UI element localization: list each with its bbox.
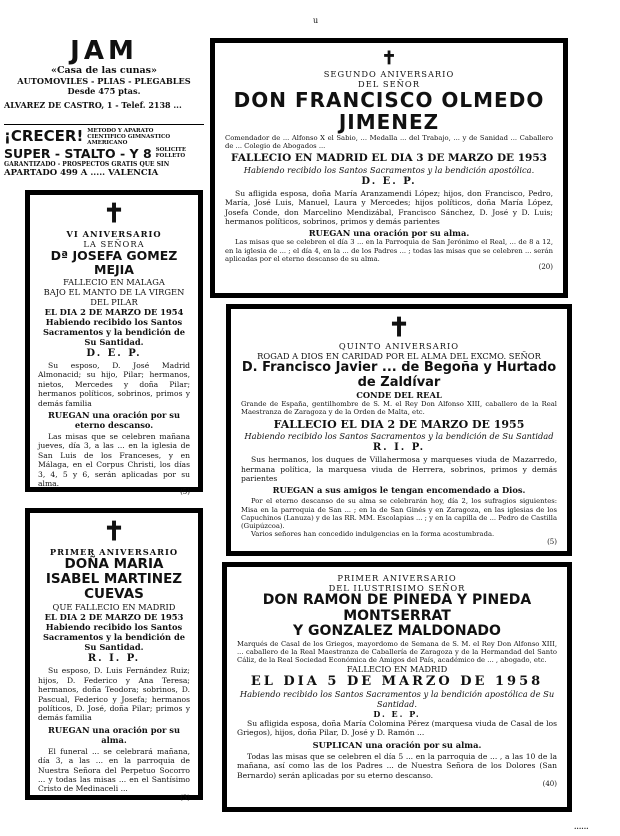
- sacraments: Habiendo recibido los Santos Sacramentos y la bendición de Su Santidad.: [42, 622, 186, 653]
- deceased-name-2: Y GONZALEZ MALDONADO: [293, 623, 501, 640]
- crecer-side-text-2: SOLICITE FOLLETO: [155, 146, 187, 159]
- sacraments: Habiendo recibido los Santos Sacramentos y la bendición de Su Santidad.: [42, 317, 186, 347]
- death-place-2: BAJO EL MANTO DE LA VIRGEN DEL PILAR: [43, 287, 185, 307]
- jam-logo: JAM: [70, 36, 138, 66]
- death-place: FALLECIO EN MADRID: [346, 664, 448, 675]
- family-list: Sus hermanos, los duques de Villahermosa y marqueses viuda de Mazarredo, hermana política, la marquesa viuda de Herrera, sobrinos, primos y demás parientes: [241, 455, 557, 483]
- rip-label: D. E. P.: [373, 709, 421, 720]
- rip-label: D. E. P.: [361, 175, 417, 187]
- indulgence-note: Varios señores han concedido indulgencias en la forma acostumbrada.: [251, 530, 495, 539]
- death-date: FALLECIO EN MADRID EL DIA 3 DE MARZO DE 1953: [231, 151, 547, 164]
- crecer-headline: ¡CRECER!: [4, 127, 84, 145]
- deceased-name: DOÑA MARIA ISABEL MARTINEZ CUEVAS: [45, 556, 183, 603]
- notice-gomez: [25, 190, 203, 497]
- ruegan-line: RUEGAN una oración por su alma.: [308, 228, 470, 239]
- ruegan-line: RUEGAN a sus amigos le tengan encomendado a Dios.: [272, 485, 526, 496]
- titles: Grande de España, gentilhombre de S. M. el Rey Don Alfonso XIII, caballero de la Real Maestranza de Zaragoza y de la Orden de Malta, etc.: [241, 400, 557, 417]
- sacraments: Habiendo recibido los Santos Sacramentos y la bendición apostólica de Su Santidad.: [239, 689, 555, 710]
- death-place: QUE FALLECIO EN MADRID: [52, 602, 176, 613]
- notice-olmedo: [210, 38, 568, 298]
- titles: Comendador de ... Alfonso X el Sabio, ... Medalla ... del Trabajo, ... y de Sanidad ... Caballero de ... Colegio de Abogados ...: [225, 133, 553, 150]
- crecer-side-text: METODO Y APARATO CIENTIFICO GIMNASTICO AMERICANO: [87, 128, 171, 147]
- death-date: EL DIA 5 DE MARZO DE 1958: [250, 674, 544, 690]
- jam-tagline: «Casa de las cunas»: [51, 65, 157, 76]
- rip-label: R. I. P.: [87, 653, 141, 665]
- family-list: Su afligida esposa, doña María Colomina Pérez (marquesa viuda de Casal de los Griegos), hijos, doña Pilar, D. José y D. Ramón ...: [237, 719, 557, 738]
- preface-label: DEL SEÑOR: [358, 79, 420, 89]
- anniversary-label: PRIMER ANIVERSARIO: [337, 573, 457, 583]
- ruegan-line: RUEGAN una oración por su alma.: [47, 724, 181, 745]
- cross-icon: ✝: [388, 313, 410, 343]
- death-place: FALLECIO EN MALAGA: [63, 277, 165, 287]
- jam-address: ALVAREZ DE CASTRO, 1 - Telef. 2138 ...: [4, 100, 182, 110]
- notice-code: (3): [180, 793, 190, 802]
- notice-pineda: [222, 562, 572, 812]
- anniversary-label: VI ANIVERSARIO: [66, 229, 162, 239]
- death-date: FALLECIO EL DIA 2 DE MARZO DE 1955: [273, 418, 525, 432]
- family-list: Su afligida esposa, doña María Aranzamendi López; hijos, don Francisco, Pedro, María, José Luis, Manuel, Laura y Mercedes; hijos políticos, doña María López, Josefa Conde, don Marcelino Mendizábal, Francisco Sánchez, D. José y D. Luis; hermanos políticos, sobrinos, primos y demás parientes: [225, 188, 553, 226]
- jam-products: AUTOMOVILES - PLIAS - PLEGABLES: [17, 76, 191, 86]
- crecer-address: APARTADO 499 A ..... VALENCIA: [4, 167, 159, 178]
- preface-label: DEL ILUSTRISIMO SEÑOR: [328, 583, 466, 593]
- anniversary-label: PRIMER ANIVERSARIO: [49, 547, 179, 557]
- notice-code: (5): [180, 488, 190, 497]
- anniversary-label: SEGUNDO ANIVERSARIO: [323, 69, 455, 79]
- cross-icon: ✝: [103, 517, 125, 547]
- death-date: EL DIA 2 DE MARZO DE 1953: [44, 612, 184, 623]
- masses-text: Por el eterno descanso de su alma se celebrarán hoy, día 2, los sufragios siguientes: Misa en la parroquia de San ... ; en la de San Ginés y en Zaragoza, en las iglesias de los Capuchinos (Lanuza) y de las RR. MM. Escolapias ... ; y en la capilla de ... Pedro de Castilla (Guipúzcoa).: [241, 497, 557, 530]
- titles: Marqués de Casal de los Griegos, mayordomo de Semana de S. M. el Rey Don Alfonso XIII, ... caballero de la Real Maestranza de Caballería de Zaragoza y de la Hermandad del Santo Cáliz, de la Real Sociedad Económica de Amigos del País, académico de ... , abogado, etc.: [237, 640, 557, 665]
- notice-code: (40): [542, 780, 557, 789]
- sacraments: Habiendo recibido los Santos Sacramentos y la bendición de Su Santidad: [244, 431, 554, 442]
- masses-text: Todas las misas que se celebren el día 5 ... en la parroquia de ... , a las 10 de la mañana, así como las de los Padres ... de Nuestra Señora de los Dolores (San Bernardo) serán aplicadas por su eterno descanso.: [237, 751, 557, 780]
- sacraments: Habiendo recibido los Santos Sacramentos y la bendición apostólica.: [243, 164, 535, 175]
- masses-text: Las misas que se celebren el día 3 ... en la Parroquia de San Jerónimo el Real, ... de 8 a 12, en la iglesia de ... ; el día 4, en la ... de los Padres ... ; todas las misas que se celebren ... serán aplicadas por el eterno descanso de su alma.: [225, 238, 553, 263]
- family-list: Su esposo, D. José Madrid Almonacid; su hijo, Pilar; hermanos, nietos, Mercedes y doña Pilar; hermanos políticos, sobrinos, primos y demás familia: [38, 361, 190, 408]
- crecer-guarantee: GARANTIZADO - PROSPECTOS GRATIS QUE SIN: [4, 160, 170, 168]
- ruegan-line: RUEGAN una oración por su eterno descanso.: [47, 410, 181, 431]
- rip-label: R. I. P.: [372, 442, 426, 454]
- deceased-name: DON FRANCISCO OLMEDO JIMENEZ: [233, 88, 545, 135]
- crecer-products: SUPER - STALTO - Y 8: [4, 145, 152, 161]
- page-number: u: [313, 16, 319, 25]
- notice-cuevas: [25, 508, 203, 800]
- deceased-name: D. Francisco Javier ... de Begoña y Hurtado de Zaldívar: [241, 360, 557, 390]
- ad-crecer: [4, 124, 204, 176]
- notice-code: (20): [538, 263, 553, 272]
- cross-icon: ✝: [103, 199, 125, 229]
- preface-label: LA SEÑORA: [83, 239, 145, 249]
- notice-code: (5): [547, 538, 557, 547]
- footer-mark: ......: [574, 822, 589, 831]
- death-date: EL DIA 2 DE MARZO DE 1954: [44, 307, 184, 317]
- preface-label: ROGAD A DIOS EN CARIDAD POR EL ALMA DEL EXCMO. SEÑOR: [257, 351, 541, 361]
- masses-text: El funeral ... se celebrará mañana, día 3, a las ... en la parroquia de Nuestra Señora del Perpetuo Socorro ... y todas las misas ... en el Santísimo Cristo de Medinaceli ...: [38, 746, 190, 794]
- family-list: Su esposo, D. Luis Fernández Ruiz; hijos, D. Federico y Ana Teresa; hermanos, doña Teodora; sobrinos, D. Pascual, Federico y Josefa; hermanos políticos, D. José, doña Pilar; primos y demás familia: [38, 666, 190, 723]
- deceased-name: DON RAMON DE PINEDA Y PINEDA MONTSERRAT: [262, 592, 532, 624]
- rip-label: D. E. P.: [86, 348, 142, 359]
- notice-zaldivar: [226, 304, 572, 556]
- suplican-line: SUPLICAN una oración por su alma.: [312, 739, 482, 750]
- anniversary-label: QUINTO ANIVERSARIO: [338, 341, 460, 351]
- noble-title: CONDE DEL REAL: [356, 390, 442, 401]
- jam-price: Desde 475 ptas.: [67, 86, 141, 96]
- cross-icon: ✝: [381, 48, 397, 69]
- ad-jam: [4, 36, 204, 118]
- deceased-name: Dª JOSEFA GOMEZ MEJIA: [50, 248, 178, 277]
- masses-text: Las misas que se celebren mañana jueves, día 3, a las ... en la iglesia de San Luis de los Franceses, y en Málaga, en el Corpus Christi, los días 3, 4, 5 y 6, serán aplicadas por su alma.: [38, 432, 190, 489]
